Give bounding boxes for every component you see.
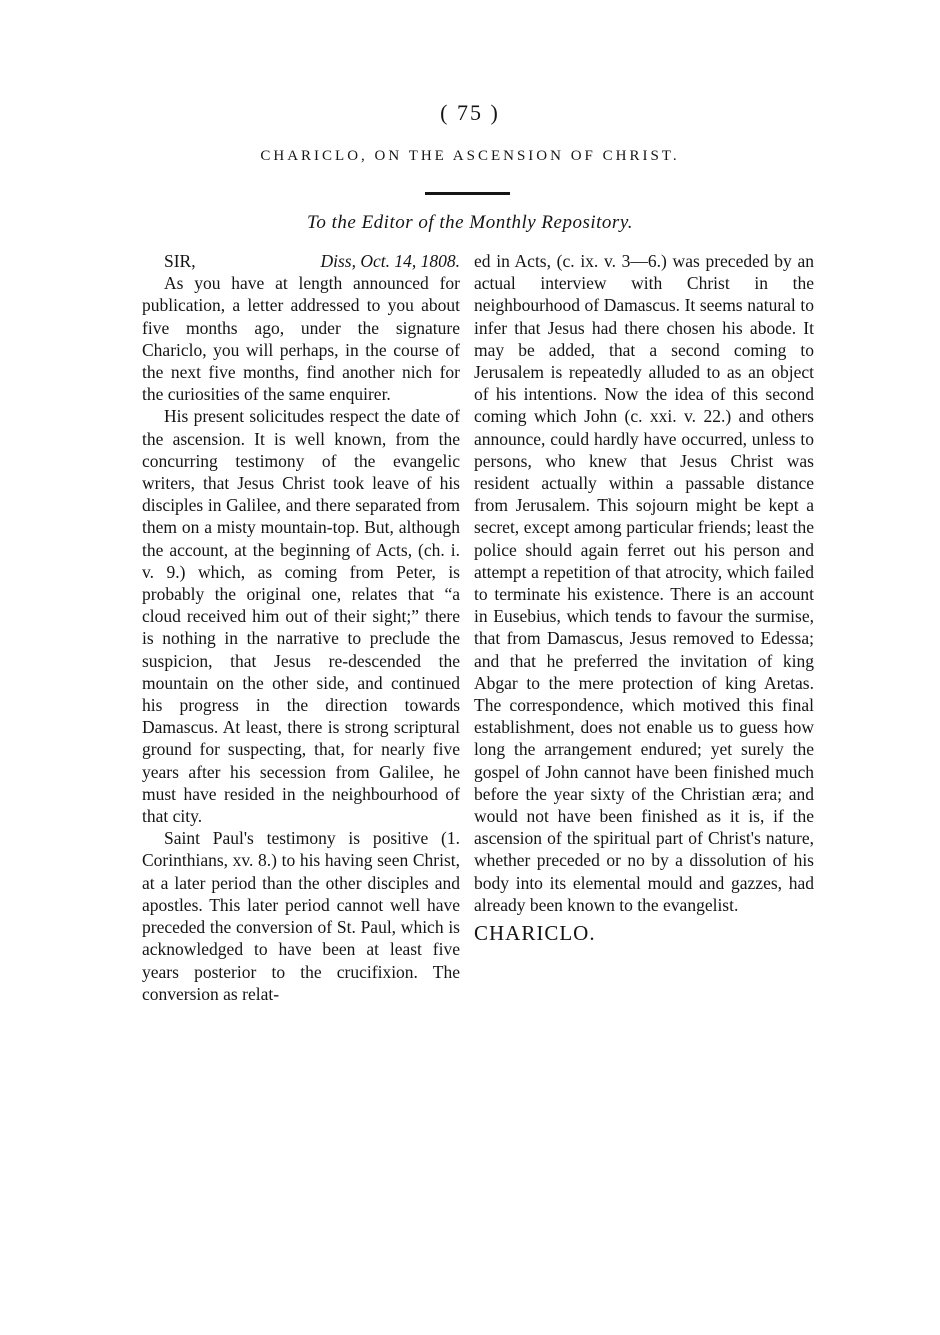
paragraph-3: Saint Paul's testimony is positive (1. Corinthians, xv. 8.) to his having seen Christ, at a later period than the other disciples and apostles. This later period cannot well have preceded the conversion of St. Paul, which is acknowledged to have been at least five years posterior to the crucifixion. The conversion as relat-: [142, 828, 460, 1004]
left-column: [142, 250, 460, 1005]
dateline: Diss, Oct. 14, 1808.: [320, 251, 460, 271]
paragraph-1: As you have at length announced for publication, a letter addressed to you about five months ago, under the signature Chariclo, you will perhaps, in the course of the next five months, find another nich for the curiosities of the same enquirer.: [142, 273, 460, 405]
title-divider: [425, 192, 510, 195]
right-column: [474, 250, 814, 944]
salutation-line: [142, 250, 460, 272]
paragraph-2: His present solicitudes respect the date of the ascension. It is well known, from the concurring testimony of the evangelic writers, that Jesus Christ took leave of his disciples in Galilee, and there separated from them on a misty mountain-top. But, although the account, at the beginning of Acts, (ch. i. v. 9.) which, as coming from Peter, is probably the original one, relates that “a cloud received him out of their sight;” there is nothing in the narrative to preclude the suspicion, that Jesus re-descended the mountain on the other side, and continued his progress in the direction towards Damascus. At least, there is strong scriptural ground for suspecting, that, for nearly five years after his secession from Galilee, he must have resided in the neighbourhood of that city.: [142, 406, 460, 827]
article-title: CHARICLO, ON THE ASCENSION OF CHRIST.: [260, 148, 680, 164]
paragraph-3-continued: ed in Acts, (c. ix. v. 3—6.) was preceded by an actual interview with Christ in the neighbourhood of Damascus. It seems natural to infer that Jesus had there chosen his abode. It may be added, that a second coming to Jerusalem is repeatedly alluded to as an object of his intentions. Now the idea of this second coming which John (c. xxi. v. 22.) and others announce, could hardly have occurred, unless to persons, who knew that Jesus Christ was resident actually within a passable distance from Jerusalem. This sojourn might be kept a secret, except among particular friends; least the police should again ferret out his person and attempt a repetition of that atrocity, which failed to terminate his existence. There is an account in Eusebius, which tends to favour the surmise, that from Damascus, Jesus removed to Edessa; and that he preferred the invitation of king Abgar to the mere protection of king Aretas. The correspondence, which motived this final establishment, does not enable us to guess how long the arrangement endured; yet surely the gospel of John cannot have been finished much before the year sixty of the Christian æra; and would not have been finished as it is, if the ascension of the spiritual part of Christ's nature, whether preceded or no by a dissolution of his body into its elemental mould and gazzes, had already been known to the evangelist.: [474, 251, 814, 915]
page-number: ( 75 ): [440, 100, 500, 125]
salutation: SIR,: [164, 251, 196, 271]
signature: CHARICLO.: [474, 921, 596, 946]
addressee-line: To the Editor of the Monthly Repository.: [307, 212, 633, 233]
